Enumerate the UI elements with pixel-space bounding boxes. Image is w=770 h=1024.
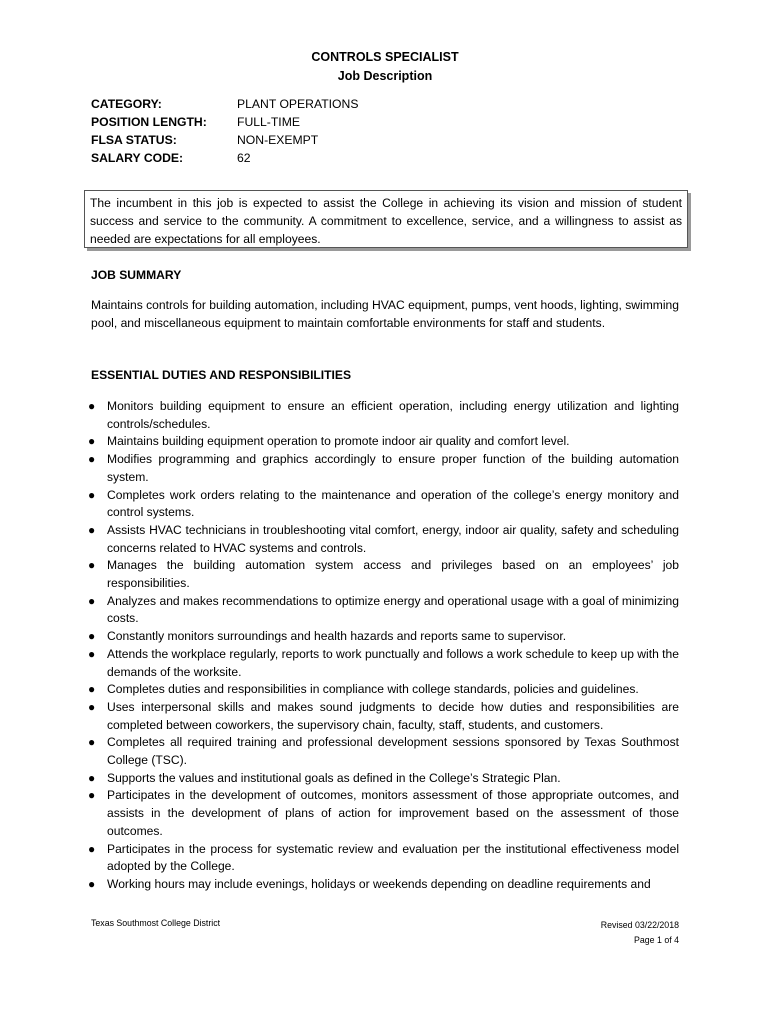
list-item-text: Monitors building equipment to ensure an efficient operation, including energy utilization and lighting controls/schedules. <box>107 399 679 431</box>
list-item-text: Modifies programming and graphics accordingly to ensure proper function of the building automation system. <box>107 452 679 484</box>
list-item-text: Completes work orders relating to the maintenance and operation of the college’s energy monitory and control systems. <box>107 487 679 520</box>
bullet-icon: ● <box>88 399 96 413</box>
bullet-icon: ● <box>88 593 96 608</box>
list-item-text: Analyzes and makes recommendations to optimize energy and operational usage with a goal of minimizing costs. <box>107 593 679 626</box>
meta-label: FLSA STATUS: <box>91 133 177 147</box>
list-item-text: Uses interpersonal skills and makes sound judgments to decide how duties and responsibilities are completed between coworkers, the supervisory chain, faculty, staff, students, and customers. <box>107 699 679 732</box>
job-summary-text: Maintains controls for building automation, including HVAC equipment, pumps, vent hoods, lighting, swimming pool, and miscellaneous equipment to maintain comfortable environments for staff and students. <box>91 298 679 330</box>
footer-organization: Texas Southmost College District <box>91 918 221 928</box>
list-item-text: Assists HVAC technicians in troubleshooting vital comfort, energy, indoor air quality, safety and scheduling concerns related to HVAC systems and controls. <box>107 522 679 555</box>
list-item <box>88 522 679 557</box>
meta-value: PLANT OPERATIONS <box>237 97 359 111</box>
bullet-icon: ● <box>88 770 96 785</box>
document-subtitle: Job Description <box>337 69 433 83</box>
meta-value: FULL-TIME <box>237 115 300 129</box>
bullet-icon: ● <box>88 699 96 714</box>
list-item-text: Completes duties and responsibilities in compliance with college standards, policies and guidelines. <box>107 682 639 697</box>
meta-label: POSITION LENGTH: <box>91 115 207 129</box>
bullet-icon: ● <box>88 682 96 697</box>
list-item <box>88 646 679 681</box>
intro-box: The incumbent in this job is expected to assist the College in achieving its vision and mission of student success and service to the community. A commitment to excellence, service, and a willingness to assist as needed are expectations for all employees. <box>84 190 688 248</box>
meta-row-category <box>91 95 358 113</box>
list-item <box>88 593 679 628</box>
job-meta-table <box>91 95 358 167</box>
bullet-icon: ● <box>88 487 96 502</box>
meta-value: NON-EXEMPT <box>237 133 319 147</box>
list-item <box>88 787 679 840</box>
list-item-text: Participates in the development of outcomes, monitors assessment of those appropriate outcomes, and assists in the development of plans of action for improvement based on the assessment of those outcomes. <box>107 788 679 838</box>
list-item-text: Supports the values and institutional goals as defined in the College’s Strategic Plan. <box>107 770 561 785</box>
bullet-icon: ● <box>88 522 96 537</box>
bullet-icon: ● <box>88 629 96 644</box>
duties-list <box>88 398 679 894</box>
list-item <box>88 433 679 451</box>
list-item <box>88 681 679 699</box>
page-number: Page 1 of 4 <box>634 935 679 945</box>
meta-row-position-length <box>91 113 358 131</box>
meta-label: CATEGORY: <box>91 97 162 111</box>
bullet-icon: ● <box>88 788 96 803</box>
bullet-icon: ● <box>88 876 96 891</box>
list-item <box>88 557 679 592</box>
meta-row-flsa-status <box>91 131 358 149</box>
list-item <box>88 699 679 734</box>
meta-row-salary-code <box>91 149 358 167</box>
list-item <box>88 487 679 522</box>
bullet-icon: ● <box>88 841 96 856</box>
job-summary-heading: JOB SUMMARY <box>91 268 182 282</box>
meta-value: 62 <box>237 151 251 165</box>
list-item-text: Completes all required training and professional development sessions sponsored by Texas Southmost College (TSC). <box>107 735 679 768</box>
list-item <box>88 628 679 646</box>
bullet-icon: ● <box>88 434 96 449</box>
list-item <box>88 876 679 894</box>
bullet-icon: ● <box>88 646 96 661</box>
list-item-text: Constantly monitors surroundings and health hazards and reports same to supervisor. <box>107 629 567 644</box>
revised-date: Revised 03/22/2018 <box>600 920 679 930</box>
list-item-text: Participates in the process for systematic review and evaluation per the institutional effectiveness model adopted by the College. <box>107 841 679 874</box>
list-item <box>88 770 679 788</box>
list-item-text: Manages the building automation system access and privileges based on an employees’ job responsibilities. <box>107 558 679 591</box>
list-item-text: Maintains building equipment operation to promote indoor air quality and comfort level. <box>107 434 570 449</box>
footer-revision <box>601 918 679 948</box>
duties-heading: ESSENTIAL DUTIES AND RESPONSIBILITIES <box>91 368 352 382</box>
list-item <box>88 451 679 486</box>
bullet-icon: ● <box>88 452 96 467</box>
bullet-icon: ● <box>88 558 96 573</box>
meta-label: SALARY CODE: <box>91 151 184 165</box>
list-item-text: Working hours may include evenings, holidays or weekends depending on deadline requirements and <box>107 876 651 891</box>
document-title: CONTROLS SPECIALIST <box>311 50 459 64</box>
list-item <box>88 841 679 876</box>
list-item-text: Attends the workplace regularly, reports to work punctually and follows a work schedule to keep up with the demands of the worksite. <box>107 646 679 679</box>
list-item <box>88 734 679 769</box>
bullet-icon: ● <box>88 735 96 750</box>
list-item <box>88 398 679 433</box>
